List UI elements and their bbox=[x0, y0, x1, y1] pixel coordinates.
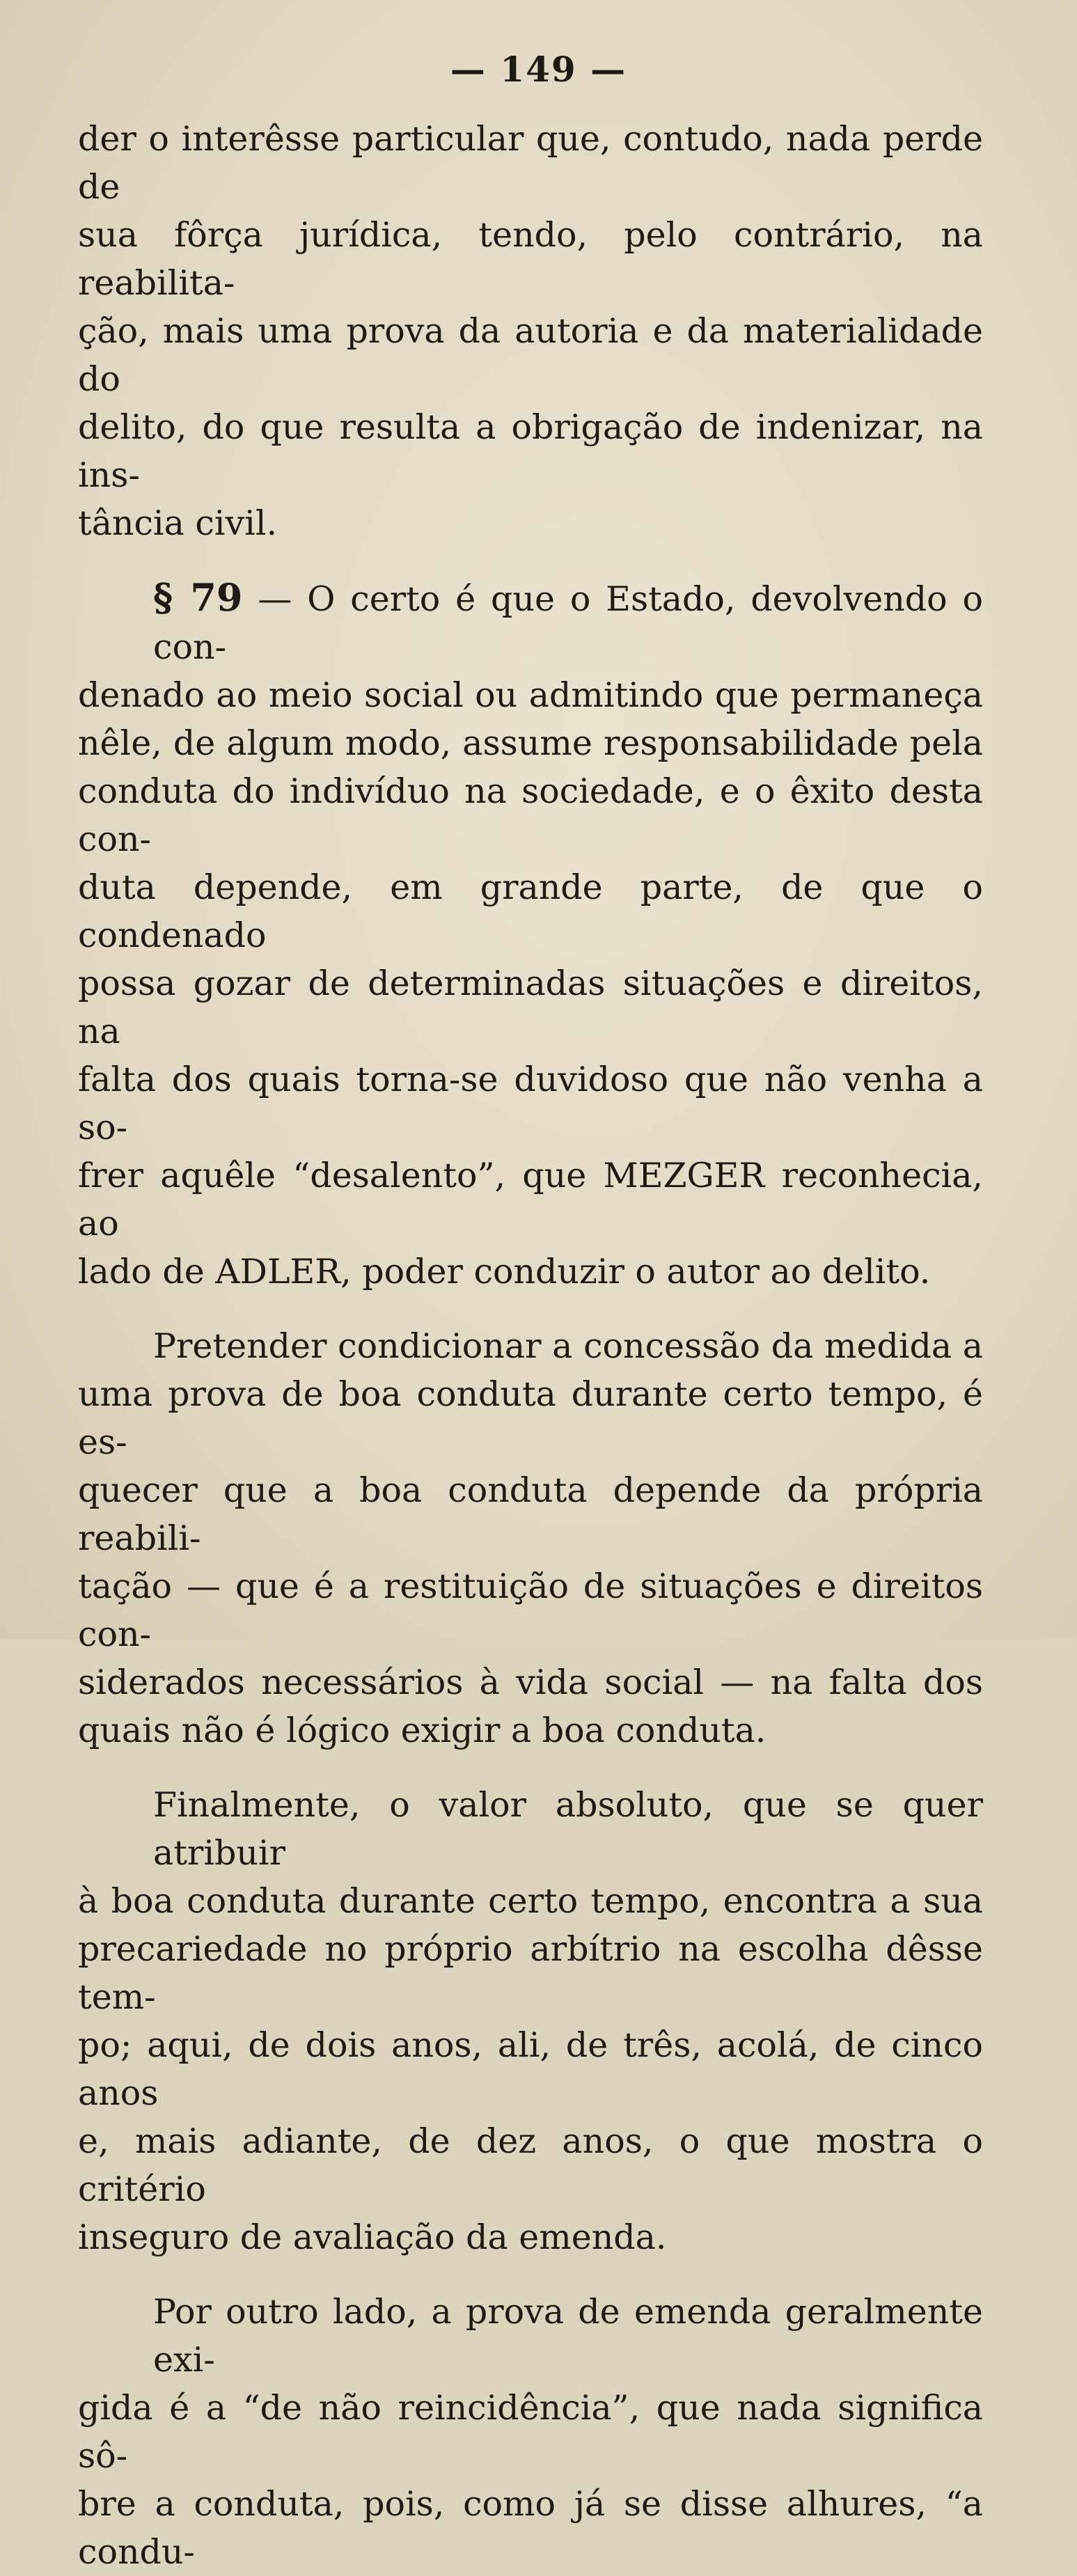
text-line: possa gozar de determinadas situações e direitos, na bbox=[78, 964, 983, 1051]
text-line: quecer que a boa conduta depende da própria reabili- bbox=[78, 1470, 983, 1558]
text-line: bre a conduta, pois, como já se disse alhures, “a condu- bbox=[78, 2484, 983, 2572]
text-line bbox=[78, 574, 983, 671]
text-line: uma prova de boa conduta durante certo tempo, é es- bbox=[78, 1374, 983, 1462]
text-line: ção, mais uma prova da autoria e da materialidade do bbox=[78, 311, 983, 399]
text-line: quais não é lógico exigir a boa conduta. bbox=[78, 1711, 767, 1750]
text-line: Por outro lado, a prova de emenda geralmente exi- bbox=[153, 2292, 983, 2380]
text-line: à boa conduta durante certo tempo, encontra a sua bbox=[78, 1881, 983, 1921]
text-line: e, mais adiante, de dez anos, o que mostra o critério bbox=[78, 2121, 983, 2209]
text-line: nêle, de algum modo, assume responsabilidade pela bbox=[78, 723, 983, 763]
paragraph-3 bbox=[78, 1322, 983, 1754]
text-line: delito, do que resulta a obrigação de indenizar, na ins- bbox=[78, 407, 983, 495]
paragraph-5 bbox=[78, 2288, 983, 2576]
text-line: gida é a “de não reincidência”, que nada significa sô- bbox=[78, 2388, 983, 2476]
paragraph-1 bbox=[78, 115, 983, 547]
text-line: falta dos quais torna-se duvidoso que não venha a so- bbox=[78, 1060, 983, 1147]
text-line: Pretender condicionar a concessão da medida a bbox=[153, 1326, 983, 1366]
text-line: duta depende, em grande parte, de que o condenado bbox=[78, 867, 983, 955]
section-number: § 79 bbox=[153, 575, 243, 620]
text-line: tância civil. bbox=[78, 503, 278, 543]
text-line: tação — que é a restituição de situações e direitos con- bbox=[78, 1566, 983, 1654]
text-line: inseguro de avaliação da emenda. bbox=[78, 2217, 667, 2257]
text-line: siderados necessários à vida social — na falta dos bbox=[78, 1663, 983, 1702]
page-number: — 149 — bbox=[450, 49, 627, 90]
text-line: conduta do indivíduo na sociedade, e o êxito desta con- bbox=[78, 771, 983, 859]
text-line: der o interêsse particular que, contudo, nada perde de bbox=[78, 119, 983, 207]
text-line: frer aquêle “desalento”, que MEZGER reconhecia, ao bbox=[78, 1156, 983, 1243]
text-line: precariedade no próprio arbítrio na escolha dêsse tem- bbox=[78, 1929, 983, 2017]
section-opening-text: — O certo é que o Estado, devolvendo o con- bbox=[153, 579, 984, 667]
paragraph-4 bbox=[78, 1781, 983, 2261]
page-body bbox=[78, 115, 983, 2576]
text-line: denado ao meio social ou admitindo que permaneça bbox=[78, 675, 983, 715]
text-line: sua fôrça jurídica, tendo, pelo contrário, na reabilita- bbox=[78, 215, 983, 303]
text-line: lado de ADLER, poder conduzir o autor ao delito. bbox=[78, 1252, 931, 1291]
paragraph-section-79 bbox=[78, 574, 983, 1296]
text-line: po; aqui, de dois anos, ali, de três, acolá, de cinco anos bbox=[78, 2025, 983, 2113]
text-line: Finalmente, o valor absoluto, que se quer atribuir bbox=[153, 1785, 983, 1873]
